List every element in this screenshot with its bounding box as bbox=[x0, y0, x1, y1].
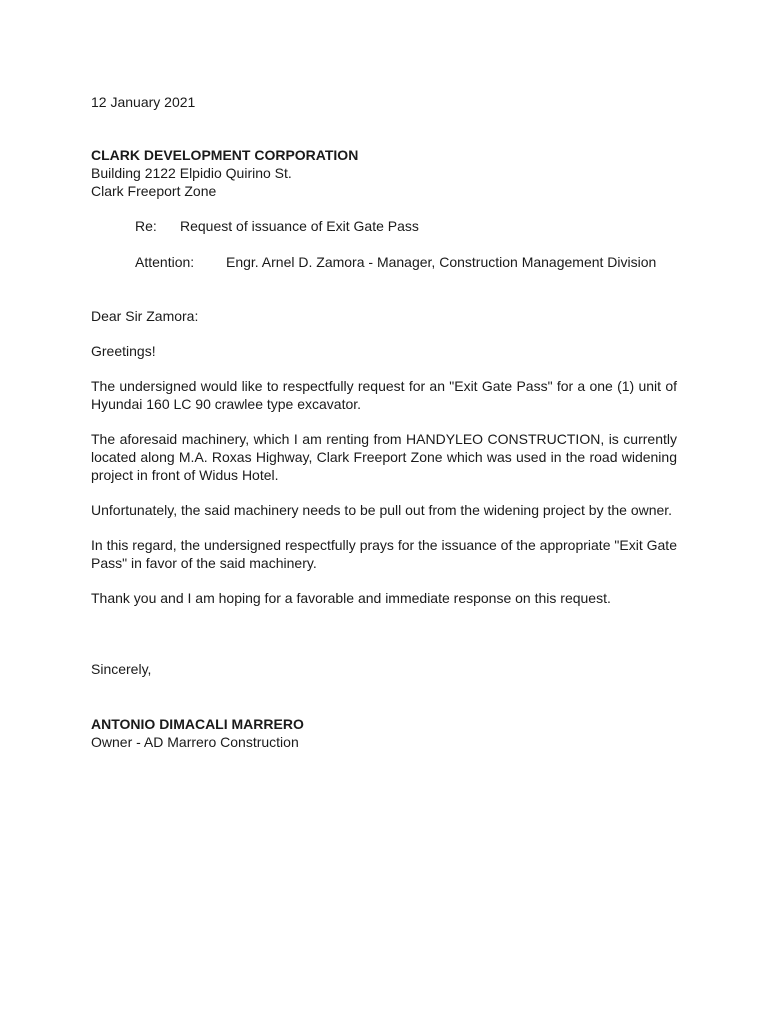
letter-date: 12 January 2021 bbox=[91, 94, 196, 110]
body-paragraph-location: The aforesaid machinery, which I am renting from HANDYLEO CONSTRUCTION, is currently located along M.A. Roxas Highway, Clark Freeport Zone which was used in the road widening project in front of Widus Hotel. bbox=[91, 431, 677, 483]
recipient-block bbox=[91, 146, 677, 200]
body-paragraph-pullout: Unfortunately, the said machinery needs to be pull out from the widening project by the owner. bbox=[91, 502, 673, 518]
re-value: Request of issuance of Exit Gate Pass bbox=[180, 218, 419, 234]
body-paragraph-request: The undersigned would like to respectfully request for an "Exit Gate Pass" for a one (1) unit of Hyundai 160 LC 90 crawlee type excavator. bbox=[91, 378, 677, 412]
re-line bbox=[135, 217, 677, 235]
closing: Sincerely, bbox=[91, 661, 152, 677]
recipient-address-line2: Clark Freeport Zone bbox=[91, 183, 217, 199]
re-label: Re: bbox=[135, 218, 157, 234]
attention-value: Engr. Arnel D. Zamora - Manager, Construction Management Division bbox=[226, 254, 657, 270]
salutation: Dear Sir Zamora: bbox=[91, 308, 199, 324]
signatory-title: Owner - AD Marrero Construction bbox=[91, 734, 299, 750]
recipient-address-line1: Building 2122 Elpidio Quirino St. bbox=[91, 165, 292, 181]
attention-line bbox=[135, 253, 677, 271]
body-paragraph-prayer: In this regard, the undersigned respectfully prays for the issuance of the appropriate "Exit Gate Pass" in favor of the said machinery. bbox=[91, 537, 677, 571]
signature-block bbox=[91, 715, 677, 751]
greeting: Greetings! bbox=[91, 343, 156, 359]
signatory-name: ANTONIO DIMACALI MARRERO bbox=[91, 716, 304, 732]
body-paragraph-thanks: Thank you and I am hoping for a favorable and immediate response on this request. bbox=[91, 590, 611, 606]
attention-label: Attention: bbox=[135, 254, 195, 270]
recipient-name: CLARK DEVELOPMENT CORPORATION bbox=[91, 147, 359, 163]
letter-page bbox=[91, 93, 677, 751]
